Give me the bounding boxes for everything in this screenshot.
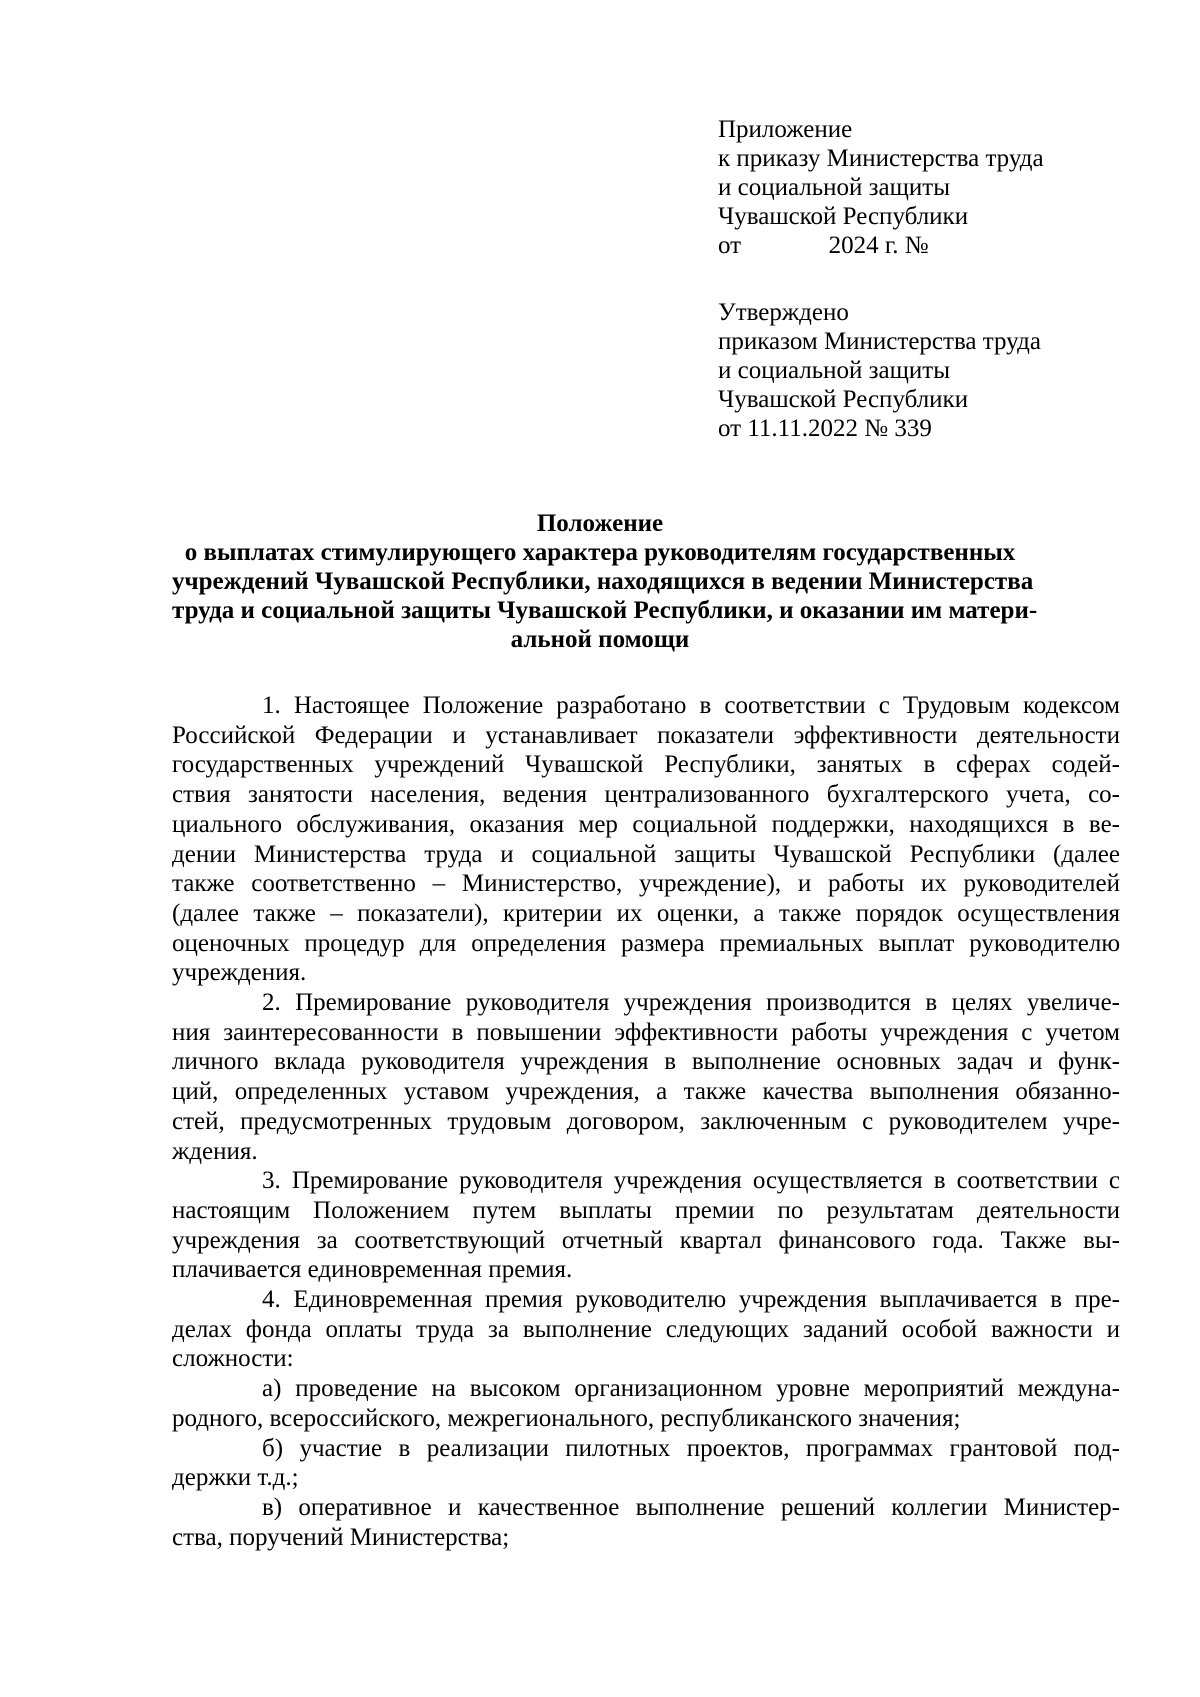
paragraph-line: 3. Премирование руководителя учреждения осуществляется в соответствии с — [262, 1167, 1120, 1195]
appendix-line: от 2024 г. № — [718, 232, 929, 259]
paragraph-line: ждения. — [172, 1137, 258, 1165]
approval-line: от 11.11.2022 № 339 — [718, 415, 932, 442]
paragraph-line: плачивается единовременная премия. — [172, 1256, 573, 1284]
paragraph-line: 4. Единовременная премия руководителю учреждения выплачивается в пре- — [262, 1286, 1120, 1314]
paragraph-line: в) оперативное и качественное выполнение решений коллегии Министер- — [262, 1493, 1120, 1521]
paragraph-line: а) проведение на высоком организационном уровне мероприятий междуна- — [262, 1375, 1120, 1403]
appendix-line: Приложение — [718, 116, 853, 143]
paragraph-line: личного вклада руководителя учреждения в выполнение основных задач и функ- — [172, 1048, 1120, 1076]
paragraph-line: ния заинтересованности в повышении эффективности работы учреждения с учетом — [172, 1018, 1120, 1046]
approval-header — [718, 298, 1158, 443]
paragraph-line: ций, определенных уставом учреждения, а также качества выполнения обязанно- — [172, 1078, 1120, 1106]
paragraph-line: Российской Федерации и устанавливает показатели эффективности деятельности — [172, 721, 1120, 749]
paragraph-line: настоящим Положением путем выплаты премии по результатам деятельности — [172, 1196, 1120, 1224]
appendix-line: и социальной защиты — [718, 174, 951, 201]
paragraph-line: оценочных процедур для определения размера премиальных выплат руководителю — [172, 929, 1120, 957]
title-line: альной помощи — [510, 626, 690, 653]
paragraph-line: дении Министерства труда и социальной защиты Чувашской Республики (далее — [172, 840, 1120, 868]
paragraph-line: 1. Настоящее Положение разработано в соответствии с Трудовым кодексом — [262, 692, 1120, 719]
paragraph-line: ства, поручений Министерства; — [172, 1523, 510, 1551]
title-line: учреждений Чувашской Республики, находящихся в ведении Министерства — [172, 568, 1034, 595]
paragraph-2 — [172, 988, 1120, 1166]
appendix-line: к приказу Министерства труда — [718, 145, 1044, 172]
paragraph-line: делах фонда оплаты труда за выполнение следующих заданий особой важности и — [172, 1315, 1120, 1343]
list-item-b — [172, 1434, 1120, 1493]
paragraph-1 — [172, 691, 1120, 988]
document-title — [172, 509, 1038, 654]
list-item-a — [172, 1374, 1120, 1433]
paragraph-line: также соответственно – Министерство, учреждение), и работы их руководителей — [172, 870, 1120, 898]
paragraph-line: родного, всероссийского, межрегионального, республиканского значения; — [172, 1404, 961, 1432]
title-line: о выплатах стимулирующего характера руководителям государственных — [184, 539, 1016, 566]
paragraph-line: держки т.д.; — [172, 1464, 299, 1492]
paragraph-4 — [172, 1285, 1120, 1374]
approval-line: приказом Министерства труда — [718, 328, 1041, 355]
title-line: труда и социальной защиты Чувашской Республики, и оказании им матери- — [172, 597, 1038, 624]
approval-line: Утверждено — [718, 299, 849, 326]
paragraph-line: стей, предусмотренных трудовым договором, заключенным с руководителем учре- — [172, 1107, 1120, 1135]
paragraph-line: ствия занятости населения, ведения централизованного бухгалтерского учета, со- — [172, 781, 1120, 809]
paragraph-line: государственных учреждений Чувашской Республики, занятых в сферах содей- — [172, 751, 1120, 779]
paragraph-line: б) участие в реализации пилотных проектов, программах грантовой под- — [262, 1434, 1120, 1462]
paragraph-3 — [172, 1166, 1120, 1285]
paragraph-line: учреждения. — [172, 959, 307, 987]
list-item-c — [172, 1493, 1120, 1552]
approval-line: и социальной защиты — [718, 357, 951, 384]
paragraph-line: циального обслуживания, оказания мер социальной поддержки, находящихся в ве- — [172, 810, 1120, 838]
paragraph-line: (далее также – показатели), критерии их оценки, а также порядок осуществления — [172, 899, 1120, 927]
paragraph-line: сложности: — [172, 1345, 294, 1373]
document-body — [172, 691, 1120, 1552]
paragraph-line: 2. Премирование руководителя учреждения производится в целях увеличе- — [262, 989, 1120, 1017]
approval-line: Чувашской Республики — [718, 386, 969, 413]
appendix-line: Чувашской Республики — [718, 203, 969, 230]
paragraph-line: учреждения за соответствующий отчетный квартал финансового года. Также вы- — [172, 1226, 1120, 1254]
appendix-header — [718, 115, 1158, 260]
title-line: Положение — [536, 510, 664, 537]
